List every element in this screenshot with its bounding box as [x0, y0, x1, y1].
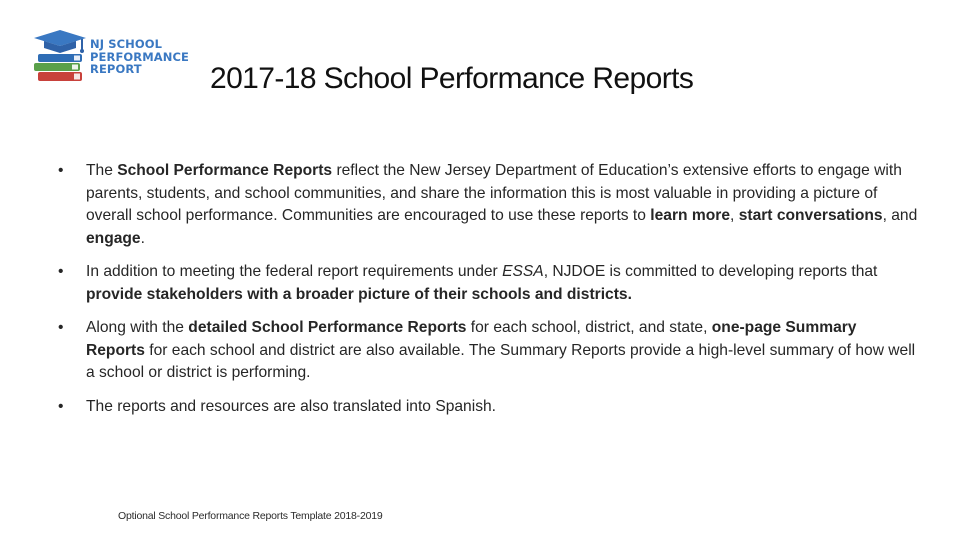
- page-title: 2017-18 School Performance Reports: [210, 62, 694, 95]
- bullet-item-spanish-translation: • The reports and resources are also translated into Spanish.: [58, 396, 918, 419]
- bullet-item-federal-requirements: • In addition to meeting the federal report requirements under ESSA, NJDOE is committed to developing reports that provide stakeholders with a broader picture of their schools and districts.: [58, 261, 918, 306]
- bullet-item-reports-purpose: • The School Performance Reports reflect the New Jersey Department of Education’s extensive efforts to engage with parents, students, and school communities, and share the information this is most valuable in providing a picture of overall school performance. Communities are encouraged to use these reports to learn more, start conversations, and engage.: [58, 160, 918, 250]
- logo-text: [90, 38, 189, 76]
- nj-school-performance-report-logo: [30, 26, 192, 88]
- bullet-list: [58, 160, 918, 429]
- logo-line-3: REPORT: [90, 62, 142, 76]
- books-graduation-cap-icon: [30, 26, 92, 88]
- footer-text: Optional School Performance Reports Template 2018-2019: [118, 510, 383, 522]
- logo-line-2: PERFORMANCE: [90, 49, 189, 64]
- bullet-item-summary-reports: • Along with the detailed School Performance Reports for each school, district, and state, one-page Summary Reports for each school and district are also available. The Summary Reports provide a high-level summary of how well a school or district is performing.: [58, 317, 918, 385]
- logo-line-1: NJ SCHOOL: [90, 37, 163, 51]
